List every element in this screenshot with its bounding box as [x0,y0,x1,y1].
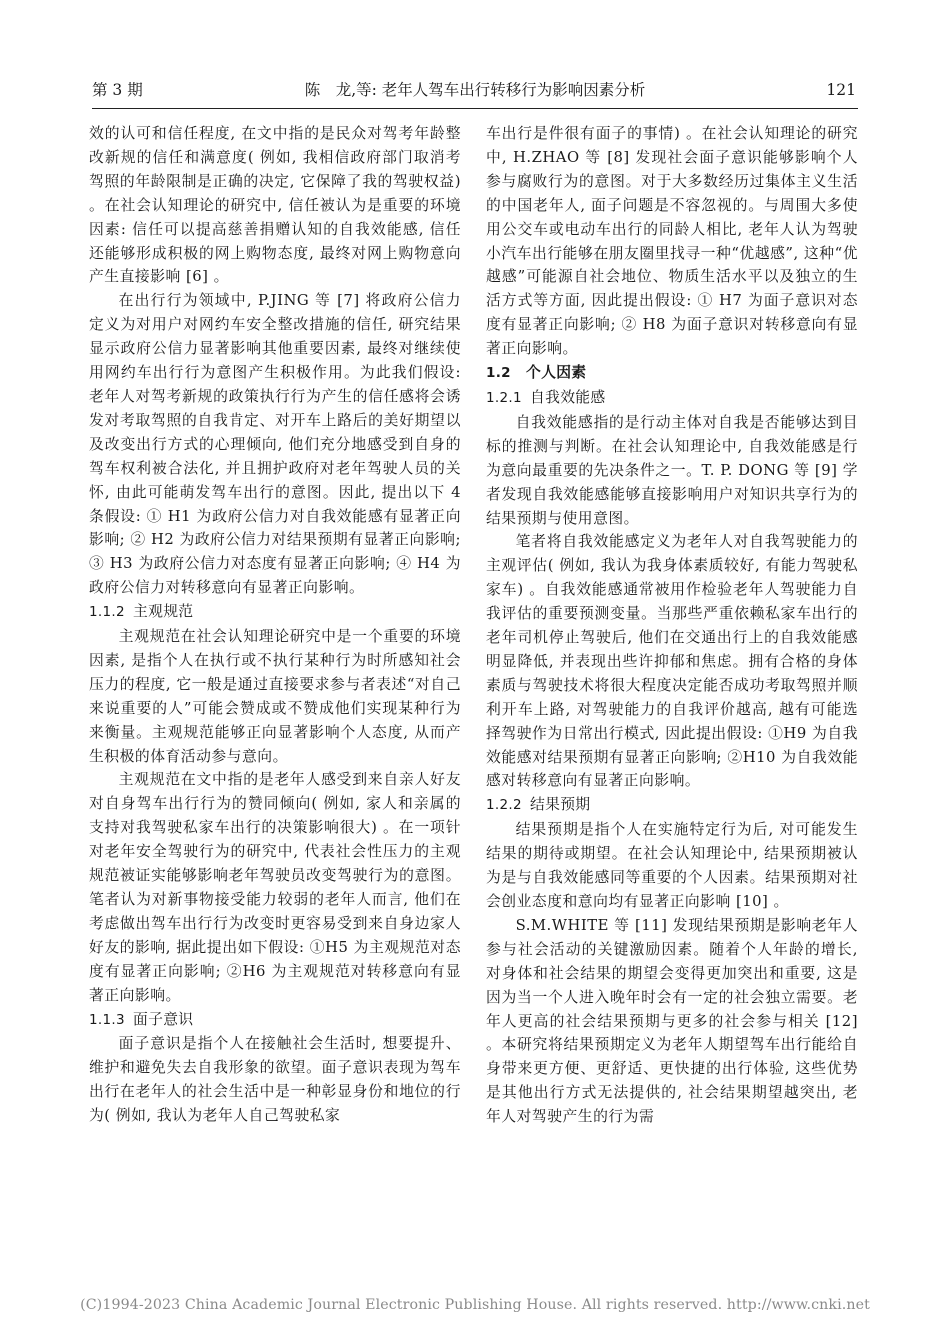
paragraph: 效的认可和信任程度, 在文中指的是民众对驾考年龄整改新规的信任和满意度( 例如, 我相信政府部门取消考驾照的年龄限制是正确的决定, 它保障了我的驾驶权益) 。在社会认知理论的研究中, 信任被认为是重要的环境因素: 信任可以提高慈善捐赠认知的自我效能感, 信任还能够形成积极的网上购物态度, 最终对网上购物意向产生直接影响 [6] 。 [89,125,461,286]
header-rule [92,108,858,109]
section-heading-1-2-2 [486,793,858,818]
paragraph: 笔者将自我效能感定义为老年人对自我驾驶能力的主观评估( 例如, 我认为我身体素质较好, 有能力驾驶私家车) 。自我效能感通常被用作检验老年人驾驶能力自我评估的重要预测变量。当那些严重依赖私家车出行的老年司机停止驾驶后, 他们在交通出行上的自我效能感明显降低, 并表现出些许抑郁和焦虑。拥有合格的身体素质与驾驶技术将很大程度决定能否成功考取驾照并顺利开车上路, 对驾驶能力的自我评价越高, 越有可能选择驾驶作为日常出行模式, 因此提出假设: ①H9 为自我效能感对结果预期有显著正向影响; ②H10 为自我效能感对转移意向有显著正向影响。 [486,533,858,790]
right-column [486,122,858,1129]
section-number: 1.2.2 [486,797,522,814]
section-heading-1-2-1 [486,386,858,411]
paragraph: S.M.WHITE 等 [11] 发现结果预期是影响老年人参与社会活动的关键激励因素。随着个人年龄的增长, 对身体和社会结果的期望会变得更加突出和重要, 这是因为当一个人进入晚年时会有一定的社会独立需要。老年人更高的社会结果预期与更多的社会参与相关 [12] 。本研究将结果预期定义为老年人期望驾车出行能给自身带来更方便、更舒适、更快捷的出行体验, 这些优势是其他出行方式无法提供的, 社会结果期望越突出, 老年人对驾驶产生的行为需 [486,916,858,1126]
section-number: 1.1.3 [89,1011,125,1028]
left-column [89,122,461,1128]
paragraph: 自我效能感指的是行动主体对自我是否能够达到目标的推测与判断。在社会认知理论中, 自我效能感是行为意向最重要的先决条件之一。T. P. DONG 等 [9] 学者发现自我效能感能够直接影响用户对知识共享行为的结果预期与使用意图。 [486,413,858,527]
section-heading-1-1-2 [89,600,461,625]
paragraph: 结果预期是指个人在实施特定行为后, 对可能发生结果的期待或期望。在社会认知理论中, 结果预期被认为是与自我效能感同等重要的个人因素。结果预期对社会创业态度和意向均有显著正向影响 [10] 。 [486,821,858,910]
section-heading-1-1-3 [89,1008,461,1033]
section-title: 主观规范 [133,603,194,621]
paragraph: 在出行行为领域中, P.JING 等 [7] 将政府公信力定义为对用户对网约车安全整改措施的信任, 研究结果显示政府公信力显著影响其他重要因素, 最终对继续使用网约车出行行为意图产生积极作用。为此我们假设: 老年人对驾考新规的政策执行行为产生的信任感将会诱发对考取驾照的自我肯定、对开车上路后的美好期望以及改变出行方式的心理倾向, 他们充分地感受到自身的驾车权利被合法化, 并且拥护政府对老年驾驶人员的关怀, 由此可能萌发驾车出行的意图。因此, 提出以下 4 条假设: ① H1 为政府公信力对自我效能感有显著正向影响; ② H2 为政府公信力对结果预期有显著正向影响; ③ H3 为政府公信力对态度有显著正向影响; ④ H4 为政府公信力对转移意向有显著正向影响。 [89,292,461,597]
paragraph: 面子意识是指个人在接触社会生活时, 想要提升、维护和避免失去自我形象的欲望。面子意识表现为驾车出行在老年人的社会生活中是一种彰显身份和地位的行为( 例如, 我认为老年人自己驾驶私家 [89,1035,461,1125]
section-heading-1-2 [486,361,858,386]
paragraph: 主观规范在文中指的是老年人感受到来自亲人好友对自身驾车出行行为的赞同倾向( 例如, 家人和亲属的支持对我驾驶私家车出行的决策影响很大) 。在一项针对老年安全驾驶行为的研究中, 代表社会性压力的主观规范被证实能够影响老年驾驶员改变驾驶行为的意图。笔者认为对新事物接受能力较弱的老年人而言, 他们在考虑做出驾车出行行为改变时更容易受到来自身边家人好友的影响, 据此提出如下假设: ①H5 为主观规范对态度有显著正向影响; ②H6 为主观规范对转移意向有显著正向影响。 [89,771,461,1004]
issue-number: 第 3 期 [92,81,143,99]
page-number: 121 [826,81,856,99]
section-title: 结果预期 [530,796,591,814]
section-title: 面子意识 [133,1010,194,1028]
copyright-footer: (C)1994-2023 China Academic Journal Electronic Publishing House. All rights reserved. http://www.cnki.net [80,1297,870,1313]
section-title: 个人因素 [526,364,587,382]
section-title: 自我效能感 [530,388,606,406]
paragraph: 车出行是件很有面子的事情) 。在社会认知理论的研究中, H.ZHAO 等 [8] 发现社会面子意识能够影响个人参与腐败行为的意图。对于大多数经历过集体主义生活的中国老年人, 面子问题是不容忽视的。与周围大多使用公交车或电动车出行的同龄人相比, 老年人认为驾驶小汽车出行能够在朋友圈里找寻一种“优越感”, 这种“优越感”可能源自社会地位、物质生活水平以及独立的生活方式等方面, 因此提出假设: ① H7 为面子意识对态度有显著正向影响; ② H8 为面子意识对转移意向有显著正向影响。 [486,125,858,358]
section-number: 1.2 [486,365,511,382]
section-number: 1.2.1 [486,389,522,406]
section-number: 1.1.2 [89,604,125,621]
paragraph: 主观规范在社会认知理论研究中是一个重要的环境因素, 是指个人在执行或不执行某种行为时所感知社会压力的程度, 它一般是通过直接要求参与者表述“对自己来说重要的人”可能会赞成或不赞成他们实现某种行为来衡量。主观规范能够正向显著影响个人态度, 从而产生积极的体育活动参与意向。 [89,628,461,765]
running-title: 陈 龙,等: 老年人驾车出行转移行为影响因素分析 [304,81,646,99]
